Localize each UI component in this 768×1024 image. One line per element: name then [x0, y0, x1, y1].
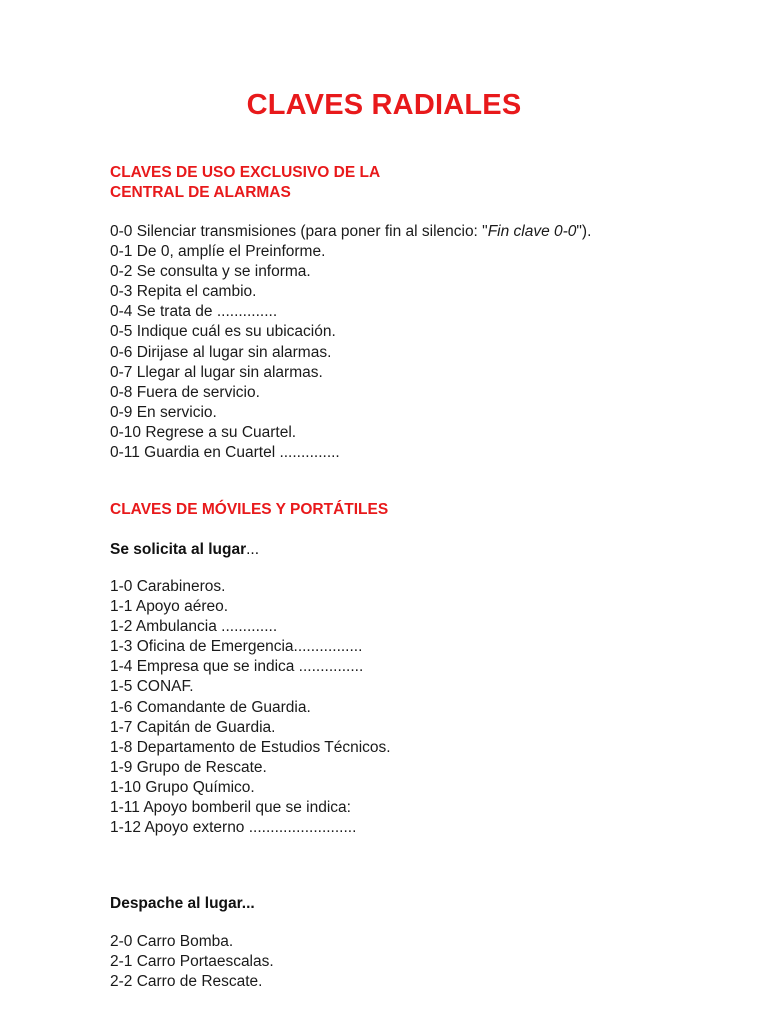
section2-list-despache: [110, 932, 274, 992]
subheading-ellipsis: ...: [246, 541, 260, 558]
list-item: 0-11 Guardia en Cuartel ..............: [110, 444, 340, 462]
item-text: 0-0 Silenciar transmisiones (para poner fin al silencio: ": [110, 223, 488, 240]
section1-list: [110, 222, 591, 463]
list-item: 1-10 Grupo Químico.: [110, 778, 255, 796]
subheading-se-solicita: [110, 540, 259, 560]
document-title: CLAVES RADIALES: [246, 89, 522, 121]
list-item: 1-6 Comandante de Guardia.: [110, 698, 311, 716]
list-item: 1-7 Capitán de Guardia.: [110, 718, 276, 736]
list-item: 2-0 Carro Bomba.: [110, 933, 234, 950]
list-item: 1-8 Departamento de Estudios Técnicos.: [110, 738, 391, 756]
list-item: 0-2 Se consulta y se informa.: [110, 263, 311, 281]
section1-heading-line1: CLAVES DE USO EXCLUSIVO DE LA: [110, 164, 381, 181]
list-item: 1-12 Apoyo externo .........................: [110, 819, 357, 837]
list-item: 0-1 De 0, amplíe el Preinforme.: [110, 243, 326, 261]
section2-heading: CLAVES DE MÓVILES Y PORTÁTILES: [110, 501, 389, 518]
list-item: 2-1 Carro Portaescalas.: [110, 953, 274, 971]
list-item: 1-2 Ambulancia .............: [110, 618, 278, 636]
list-item: 1-1 Apoyo aéreo.: [110, 598, 229, 616]
list-item: 0-6 Dirijase al lugar sin alarmas.: [110, 343, 332, 361]
item-text: ").: [576, 223, 592, 240]
list-item: 1-11 Apoyo bomberil que se indica:: [110, 799, 351, 817]
list-item: 0-9 En servicio.: [110, 403, 217, 421]
list-item: 0-7 Llegar al lugar sin alarmas.: [110, 363, 323, 381]
list-item: 0-5 Indique cuál es su ubicación.: [110, 323, 336, 341]
section2-list: [110, 577, 391, 838]
section1-heading: [110, 163, 380, 203]
subheading-bold: Se solicita al lugar: [110, 541, 247, 558]
list-item: 1-5 CONAF.: [110, 678, 194, 696]
list-item: 1-3 Oficina de Emergencia................: [110, 638, 363, 656]
list-item: 0-10 Regrese a su Cuartel.: [110, 423, 297, 441]
list-item: 1-0 Carabineros.: [110, 578, 226, 595]
list-item: 1-9 Grupo de Rescate.: [110, 758, 267, 776]
list-item: 1-4 Empresa que se indica ...............: [110, 658, 364, 676]
list-item: [110, 222, 591, 242]
list-item: 0-3 Repita el cambio.: [110, 283, 257, 301]
list-item: 0-4 Se trata de ..............: [110, 303, 278, 321]
item-emphasis: Fin clave 0-0: [487, 223, 577, 240]
section1-heading-line2: CENTRAL DE ALARMAS: [110, 184, 291, 201]
list-item: 2-2 Carro de Rescate.: [110, 973, 263, 991]
list-item: 0-8 Fuera de servicio.: [110, 383, 260, 401]
subheading-despache: Despache al lugar...: [110, 895, 255, 912]
